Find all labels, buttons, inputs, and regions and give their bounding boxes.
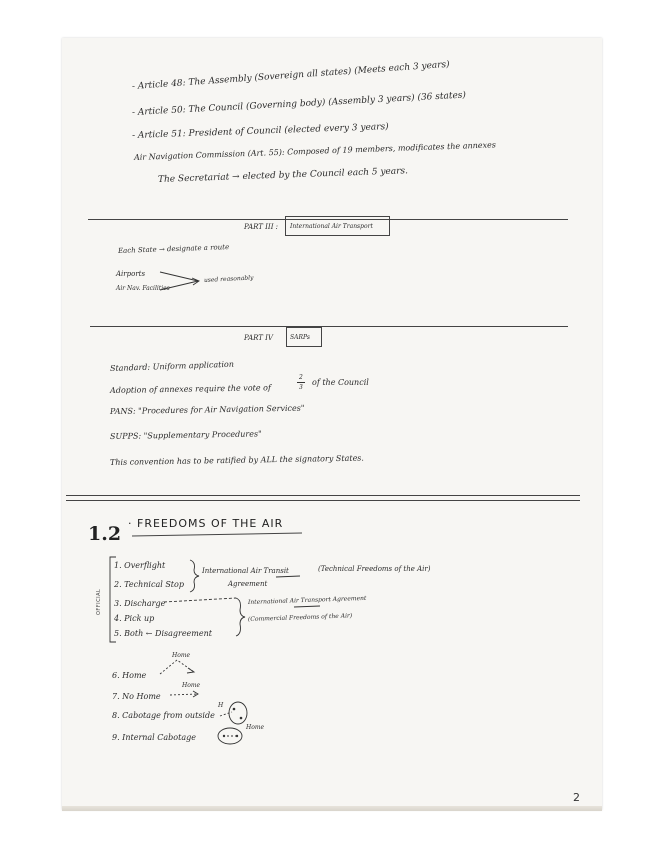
supps-line: SUPPS: "Supplementary Procedures" — [109, 429, 262, 441]
standard-line: Standard: Uniform application — [109, 359, 235, 373]
freedom-3: 3. Discharge — [114, 599, 166, 608]
page-number: 2 — [573, 791, 580, 804]
article-50-line: - Article 50: The Council (Governing body) (Assembly 3 years) (36 states) — [131, 90, 467, 118]
freedom-8: 8. Cabotage from outside — [112, 711, 215, 720]
route-bracket-arrow — [160, 272, 199, 290]
freedom-7: 7. No Home — [112, 692, 161, 701]
transport-bracket — [236, 598, 245, 636]
cabotage-outside-circle — [229, 702, 247, 724]
cabotage-outside-arrow — [220, 712, 232, 716]
adoption-line-end: of the Council — [312, 378, 369, 387]
transit-agreement-line1: International Air Transit — [202, 567, 289, 575]
home-triangle-arrow — [187, 668, 194, 673]
freedoms-left-bracket — [110, 557, 116, 642]
part-3-title: International Air Transport — [290, 223, 373, 230]
transit-bracket — [190, 560, 199, 592]
home-label-8: H — [218, 702, 224, 709]
home-label-9: Home — [246, 724, 265, 731]
technical-freedoms-label: (Technical Freedoms of the Air) — [318, 565, 431, 573]
freedom-1: 1. Overflight — [114, 561, 166, 570]
section-number: 1.2 — [88, 523, 122, 545]
convention-line: This convention has to be ratified by ALL the signatory States. — [109, 453, 364, 467]
secretariat-line: The Secretariat → elected by the Council each 5 years. — [157, 166, 409, 185]
official-label: OFFICIAL — [96, 588, 102, 615]
commercial-freedoms-label: (Commercial Freedoms of the Air) — [247, 612, 353, 623]
freedom-6: 6. Home — [112, 671, 147, 680]
part-3-label: PART III : — [244, 223, 279, 231]
designate-route-line: Each State → designate a route — [117, 243, 230, 255]
article-51-line: - Article 51: President of Council (elected every 3 years) — [131, 122, 389, 141]
transit-underline — [276, 576, 300, 577]
home-label-7: Home — [182, 682, 201, 689]
fraction-denominator: 3 — [299, 384, 303, 391]
freedom-5: 5. Both ← Disagreement — [114, 629, 212, 638]
transport-underline — [294, 606, 320, 607]
home-label-6: Home — [172, 652, 191, 659]
article-48-line: - Article 48: The Assembly (Sovereign all states) (Meets each 3 years) — [131, 59, 451, 92]
air-navigation-commission-line: Air Navigation Commission (Art. 55): Composed of 19 members, modificates the annexes — [133, 140, 497, 162]
no-home-arrows — [170, 694, 198, 695]
part-4-label: PART IV — [244, 334, 273, 342]
freedom-4: 4. Pick up — [114, 614, 155, 623]
fraction-numerator: 2 — [299, 374, 303, 381]
internal-cabotage-ellipse — [218, 728, 242, 744]
air-nav-facilities-label: Air Nav. Facilities — [116, 285, 170, 292]
used-reasonably-label: used reasonably — [203, 274, 254, 284]
freedom-2: 2. Technical Stop — [114, 580, 184, 589]
airports-label: Airports — [116, 270, 146, 278]
freedom-9: 9. Internal Cabotage — [112, 733, 196, 742]
transit-agreement-line2: Agreement — [228, 580, 268, 588]
home-triangle-diagram — [160, 660, 194, 674]
section-title: · FREEDOMS OF THE AIR — [128, 517, 284, 530]
part-4-title: SARPs — [290, 334, 310, 341]
pans-line: PANS: "Procedures for Air Navigation Services" — [109, 403, 305, 416]
transport-agreement-label: International Air Transport Agreement — [247, 594, 367, 606]
adoption-line: Adoption of annexes require the vote of — [109, 383, 271, 395]
dashed-connector — [164, 598, 236, 602]
